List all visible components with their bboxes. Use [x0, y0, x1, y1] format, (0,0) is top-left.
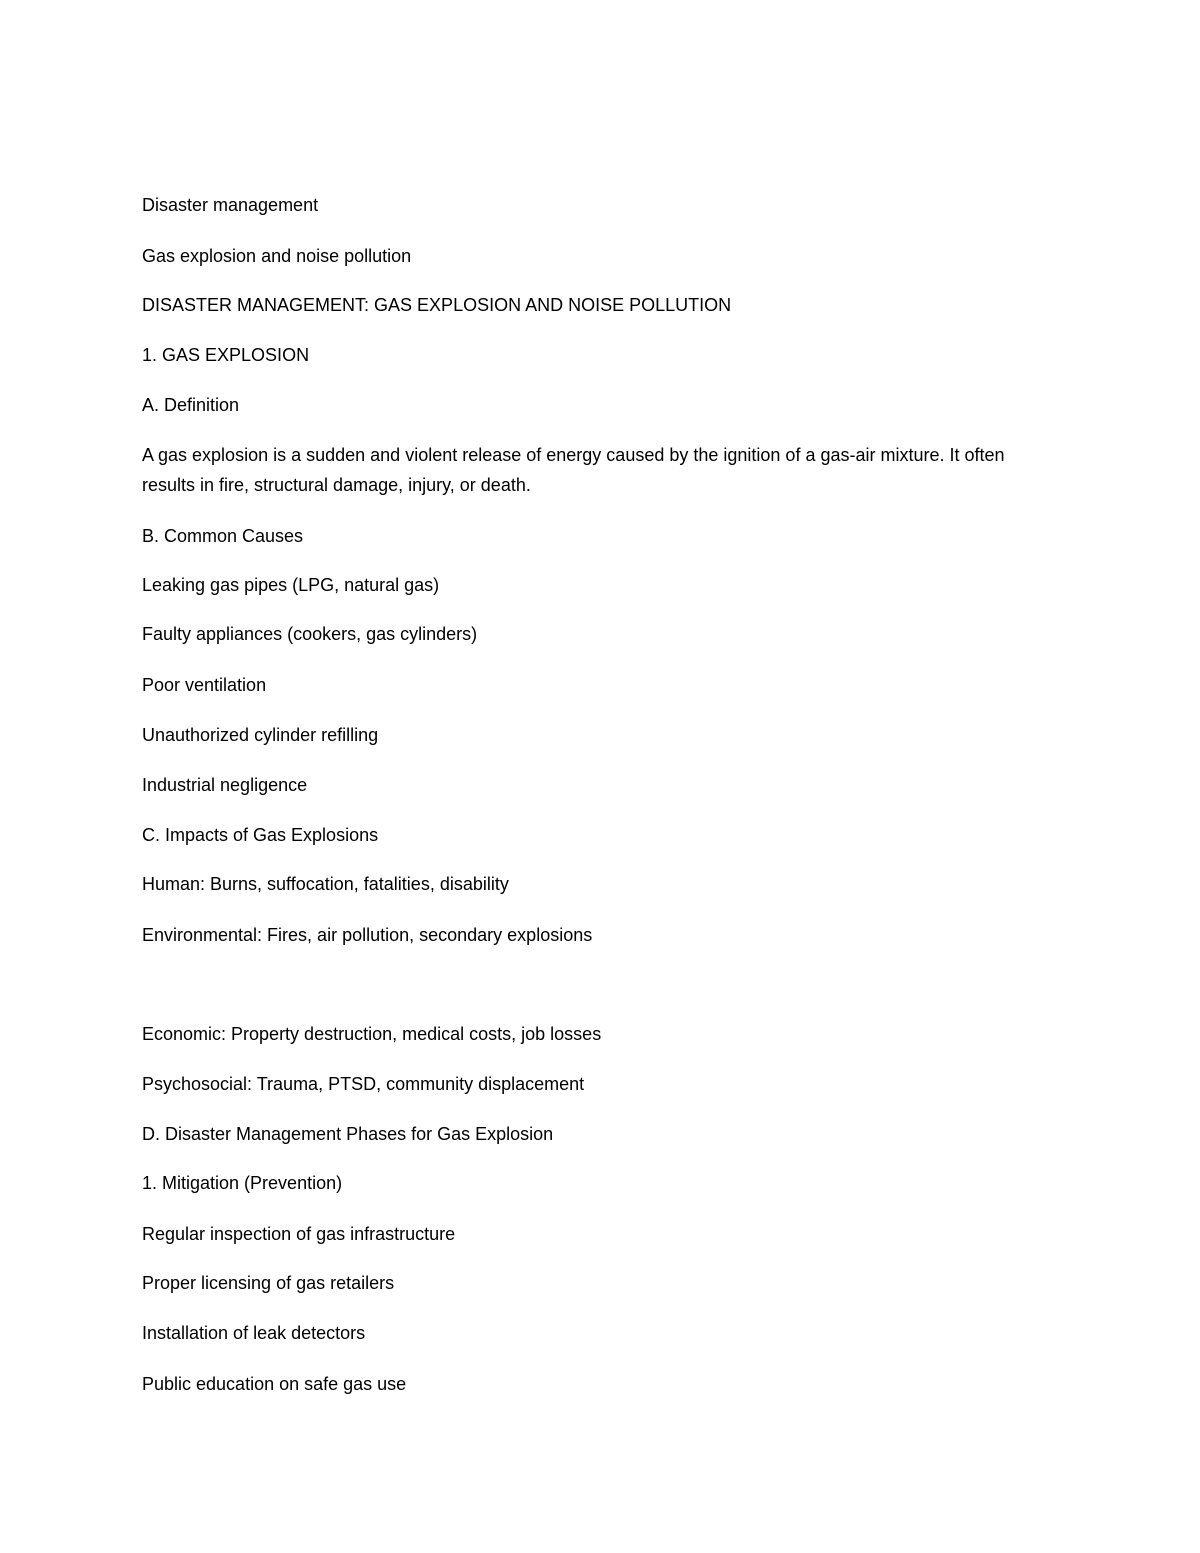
section-heading-gas-explosion: 1. GAS EXPLOSION [142, 345, 310, 365]
causes-heading: B. Common Causes [142, 526, 304, 546]
list-item: Poor ventilation [142, 675, 267, 695]
list-item: Proper licensing of gas retailers [142, 1273, 395, 1293]
list-item: Unauthorized cylinder refilling [142, 725, 379, 745]
main-heading: DISASTER MANAGEMENT: GAS EXPLOSION AND NOISE POLLUTION [142, 295, 732, 315]
document-subtitle: Gas explosion and noise pollution [142, 246, 412, 266]
definition-text: A gas explosion is a sudden and violent release of energy caused by the ignition of a gas-air mixture. It often results in fire, structural damage, injury, or death. [142, 445, 1005, 495]
list-item: Psychosocial: Trauma, PTSD, community displacement [142, 1074, 585, 1094]
list-item: Economic: Property destruction, medical costs, job losses [142, 1024, 602, 1044]
list-item: Environmental: Fires, air pollution, secondary explosions [142, 925, 593, 945]
phases-heading: D. Disaster Management Phases for Gas Explosion [142, 1124, 554, 1144]
list-item: Regular inspection of gas infrastructure [142, 1224, 456, 1244]
document-title: Disaster management [142, 195, 319, 215]
mitigation-heading: 1. Mitigation (Prevention) [142, 1173, 343, 1193]
list-item: Industrial negligence [142, 775, 308, 795]
list-item: Human: Burns, suffocation, fatalities, disability [142, 874, 509, 894]
impacts-heading: C. Impacts of Gas Explosions [142, 825, 379, 845]
list-item: Leaking gas pipes (LPG, natural gas) [142, 575, 440, 595]
list-item: Faulty appliances (cookers, gas cylinders) [142, 624, 478, 644]
list-item: Installation of leak detectors [142, 1323, 366, 1343]
definition-heading: A. Definition [142, 395, 240, 415]
list-item: Public education on safe gas use [142, 1374, 407, 1394]
